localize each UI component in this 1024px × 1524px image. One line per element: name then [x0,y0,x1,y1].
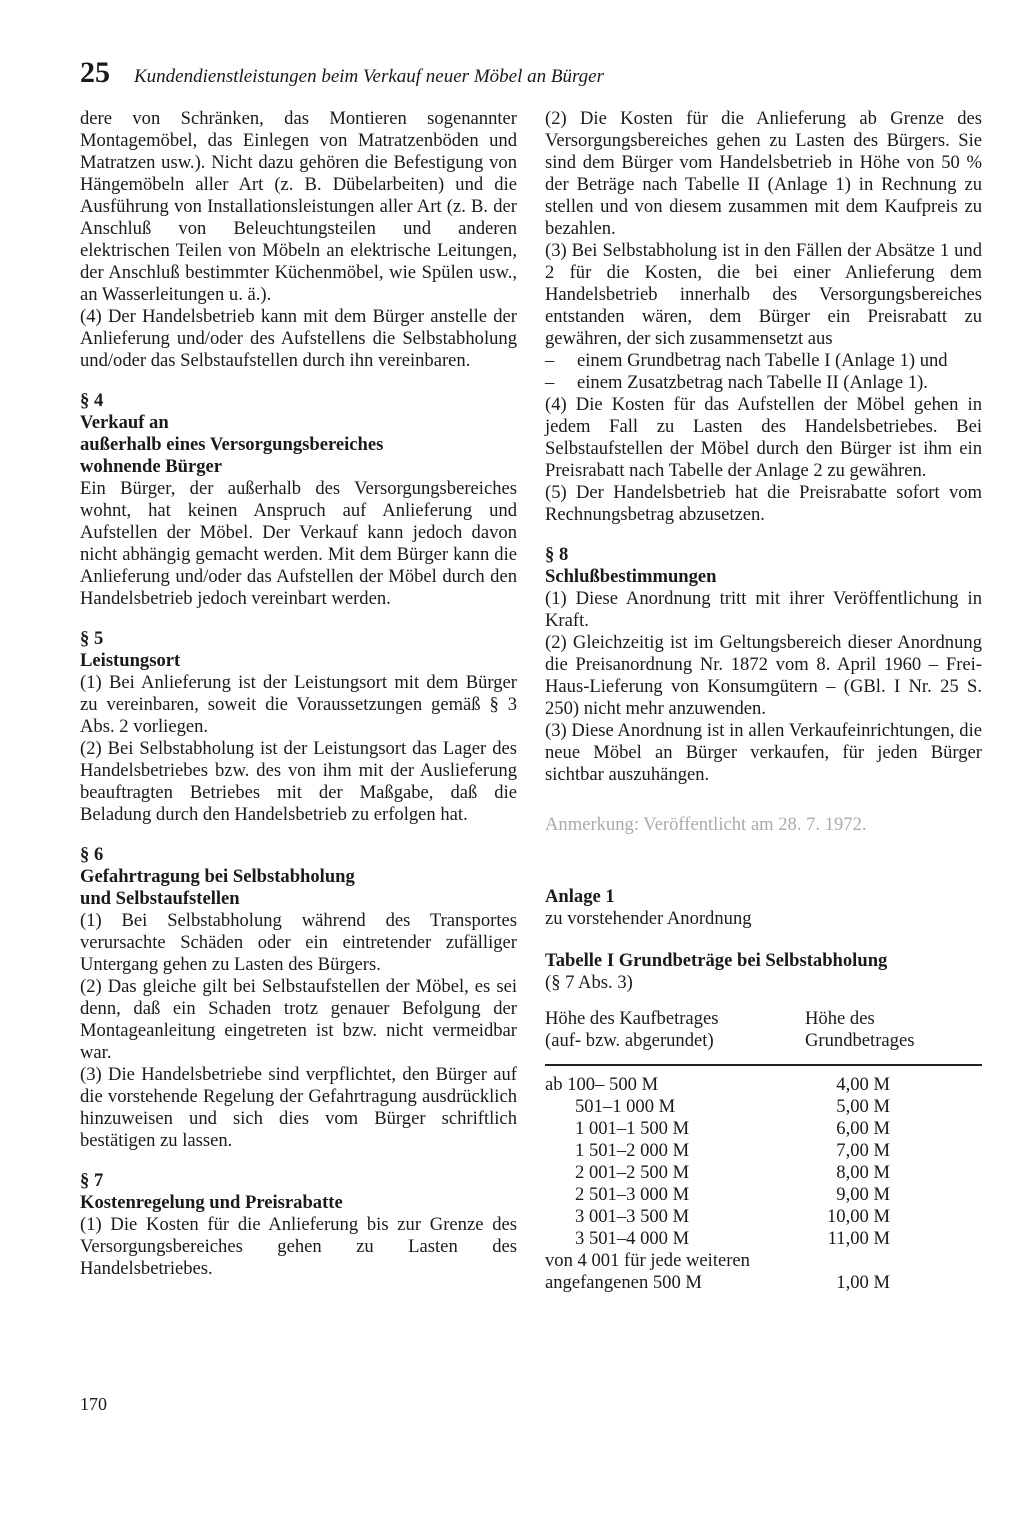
table-cell-range: 1 001–1 500 M [575,1118,690,1139]
running-title: Kundendienstleistungen beim Verkauf neuer Möbel an Bürger [134,66,604,87]
table-cell-amount: 6,00 M [836,1118,890,1139]
table-cell-range: 2 001–2 500 M [575,1162,690,1183]
table-body [545,1074,982,1250]
table-title: Tabelle I Grundbeträge bei Selbstabholung [545,950,888,971]
table-row [545,1206,982,1228]
section-number: § 8 [545,544,569,565]
section-number: § 4 [80,390,104,411]
list-item-text: einem Zusatzbetrag nach Tabelle II (Anlage 1). [577,372,928,393]
publication-note: Anmerkung: Veröffentlicht am 28. 7. 1972. [545,814,867,835]
dash-bullet: – [545,350,555,371]
section-title: und Selbstaufstellen [80,888,240,909]
paragraph: (2) Gleichzeitig ist im Geltungsbereich dieser Anordnung die Preisanordnung Nr. 1872 vom 8. April 1960 – Frei-Haus-Lieferung von Konsumgütern – (GBl. I Nr. 25 S. 250) nicht mehr anzuwenden. [545,632,982,719]
dash-bullet: – [545,372,555,393]
chapter-number: 25 [80,56,110,89]
table-row [545,1140,982,1162]
table-cell-range: ab 100– 500 M [545,1074,659,1095]
paragraph: (3) Bei Selbstabholung ist in den Fällen der Absätze 1 und 2 für die Kosten, die bei einer Anlieferung dem Handelsbetrieb innerhalb des Versorgungsbereiches entstanden wären, dem Bürger ein Preisrabatt zu gewähren, der sich zusammensetzt aus [545,240,982,349]
appendix-title: Anlage 1 [545,886,615,907]
table-cell-range: 3 001–3 500 M [575,1206,690,1227]
appendix-subtitle: zu vorstehender Anordnung [545,908,752,929]
section-number: § 6 [80,844,104,865]
section-title: Schlußbestimmungen [545,566,717,587]
section-title: außerhalb eines Versorgungsbereiches [80,434,384,455]
header-line: (auf- bzw. abgerundet) [545,1030,714,1051]
header-line: Höhe des Kaufbetrages [545,1008,719,1029]
table-cell-range: 3 501–4 000 M [575,1228,690,1249]
list-item-text: einem Grundbetrag nach Tabelle I (Anlage 1) und [577,350,948,371]
table-cell-range: angefangenen 500 M [545,1272,702,1293]
continued-paragraph: dere von Schränken, das Montieren sogenannter Montagemöbel, das Einlegen von Matratzenböden und Matratzen usw.). Nicht dazu gehören die Befestigung von Hängemöbeln aller Art (z. B. Dübelarbeiten) und die Ausführung von Installationsleistungen aller Art (z. B. der Anschluß von Beleuchtungsteilen und anderen elektrischen Teilen von Möbeln an elektrische Leitungen, der Anschluß bestimmter Küchenmöbel, wie Spülen usw., an Wasserleitungen u. ä.). [80,108,517,305]
table-cell-amount: 9,00 M [836,1184,890,1205]
paragraph: (4) Die Kosten für das Aufstellen der Möbel gehen in jedem Fall zu Lasten des Handelsbetriebes. Bei Selbstaufstellen der Möbel durch den Bürger ist ihm ein Preisrabatt nach Tabelle der Anlage 2 zu gewähren. [545,394,982,481]
paragraph: (1) Die Kosten für die Anlieferung bis zur Grenze des Versorgungsbereiches gehen zu Lasten des Handelsbetriebes. [80,1214,517,1279]
paragraph: (2) Die Kosten für die Anlieferung ab Grenze des Versorgungsbereiches gehen zu Lasten des Bürgers. Sie sind dem Bürger vom Handelsbetrieb in Höhe von 50 % der Beträge nach Tabelle II (Anlage 1) in Rechnung zu stellen und von diesem zusammen mit dem Kaufpreis zu bezahlen. [545,108,982,239]
table-cell-amount: 10,00 M [826,1206,890,1227]
table-row [545,1184,982,1206]
table-cell-amount: 11,00 M [827,1228,890,1249]
paragraph: Ein Bürger, der außerhalb des Versorgungsbereiches wohnt, hat keinen Anspruch auf Anlieferung und Aufstellen der Möbel. Der Verkauf kann jedoch davon nicht abhängig gemacht werden. Mit dem Bürger kann die Anlieferung und/oder das Aufstellen der Möbel durch den Handelsbetrieb jedoch vereinbart werden. [80,478,517,609]
table-cell-amount: 5,00 M [836,1096,890,1117]
table-cell-range: 1 501–2 000 M [575,1140,690,1161]
table-cell-range: 501–1 000 M [575,1096,676,1117]
table-row [545,1250,982,1272]
list-item [545,350,982,372]
section-title: Leistungsort [80,650,181,671]
section-title: Kostenregelung und Preisrabatte [80,1192,343,1213]
right-column [545,108,982,1294]
table-header [545,1008,982,1052]
paragraph: (1) Bei Selbstabholung während des Transportes verursachte Schäden oder ein eintretender zufälliger Untergang gehen zu Lasten des Bürgers. [80,910,517,975]
section-title: wohnende Bürger [80,456,223,477]
paragraph: (1) Diese Anordnung tritt mit ihrer Veröffentlichung in Kraft. [545,588,982,631]
table-rule [545,1064,982,1066]
table-row [545,1096,982,1118]
table-row [545,1272,982,1294]
paragraph: (2) Bei Selbstabholung ist der Leistungsort das Lager des Handelsbetriebes bzw. des von ihm mit der Auslieferung beauftragten Betriebes mit der Maßgabe, daß die Beladung durch den Handelsbetrieb zu erfolgen hat. [80,738,517,825]
section-title: Gefahrtragung bei Selbstabholung [80,866,355,887]
paragraph: (3) Die Handelsbetriebe sind verpflichtet, den Bürger auf die vorstehende Regelung der Gefahrtragung ausdrücklich hinzuweisen und sich dies vom Bürger schriftlich bestätigen zu lassen. [80,1064,517,1151]
table-cell-amount: 7,00 M [836,1140,890,1161]
section-number: § 7 [80,1170,104,1191]
paragraph: (5) Der Handelsbetrieb hat die Preisrabatte sofort vom Rechnungsbetrag abzusetzen. [545,482,982,525]
table-header-cell [545,1008,805,1052]
paragraph-s3-4: (4) Der Handelsbetrieb kann mit dem Bürger anstelle der Anlieferung und/oder des Aufstellens die Selbstabholung und/oder das Selbstaufstellen durch ihn vereinbaren. [80,306,517,371]
paragraph: (1) Bei Anlieferung ist der Leistungsort mit dem Bürger zu vereinbaren, soweit die Voraussetzungen gemäß § 3 Abs. 2 vorliegen. [80,672,517,737]
header-line: Höhe des [805,1008,875,1029]
section-title: Verkauf an [80,412,169,433]
table-row [545,1228,982,1250]
page-number: 170 [80,1394,107,1414]
section-number: § 5 [80,628,104,649]
page-header [80,56,604,90]
table-row [545,1162,982,1184]
left-column [80,108,517,1280]
table-cell-amount: 8,00 M [836,1162,890,1183]
paragraph: (3) Diese Anordnung ist in allen Verkaufeinrichtungen, die neue Möbel an Bürger verkaufen, für jeden Bürger sichtbar auszuhängen. [545,720,982,785]
table-row [545,1074,982,1096]
table-reference: (§ 7 Abs. 3) [545,972,633,993]
table-cell-amount: 1,00 M [836,1272,890,1293]
table-cell-range: 2 501–3 000 M [575,1184,690,1205]
table-cell-range: von 4 001 für jede weiteren [545,1250,750,1271]
table-row [545,1118,982,1140]
table-header-cell [805,1008,914,1052]
paragraph: (2) Das gleiche gilt bei Selbstaufstellen der Möbel, es sei denn, daß ein Schaden trotz genauer Befolgung der Montageanleitung eingetreten ist bzw. nicht vermeidbar war. [80,976,517,1063]
table-cell-amount: 4,00 M [836,1074,890,1095]
header-line: Grundbetrages [805,1030,915,1051]
list-item [545,372,982,394]
